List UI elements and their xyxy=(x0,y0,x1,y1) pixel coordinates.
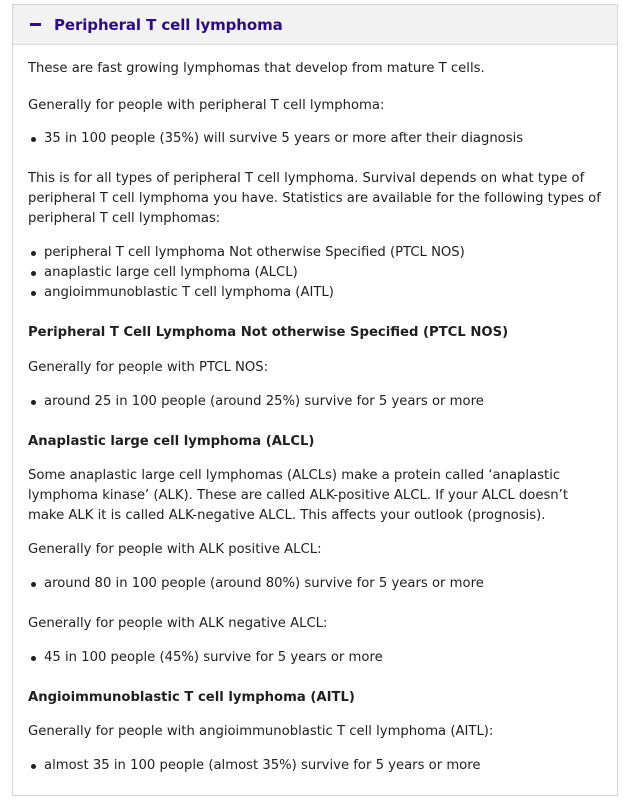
ptcl-nos-list xyxy=(28,392,605,412)
accordion-header[interactable] xyxy=(13,5,617,45)
alk-positive-list xyxy=(28,574,605,594)
minus-icon[interactable] xyxy=(30,23,41,26)
ptcl-nos-lead: Generally for people with PTCL NOS: xyxy=(28,360,269,375)
list-item: 35 in 100 people (35%) will survive 5 years or more after their diagnosis xyxy=(28,129,605,149)
list-item: angioimmunoblastic T cell lymphoma (AITL) xyxy=(28,283,605,303)
general-list xyxy=(28,129,605,149)
general-lead: Generally for people with peripheral T cell lymphoma: xyxy=(28,98,385,113)
aitl-heading: Angioimmunoblastic T cell lymphoma (AITL) xyxy=(28,690,355,705)
list-item: around 25 in 100 people (around 25%) survive for 5 years or more xyxy=(28,392,605,412)
types-paragraph: This is for all types of peripheral T cell lymphoma. Survival depends on what type of peripheral T cell lymphoma you have. Statistics are available for the following types of peripheral T cell lymphomas: xyxy=(28,171,601,226)
alcl-paragraph: Some anaplastic large cell lymphomas (ALCLs) make a protein called ‘anaplastic lymphoma kinase’ (ALK). These are called ALK-positive ALCL. If your ALCL doesn’t make ALK it is called ALK-negative ALCL. This affects your outlook (prognosis). xyxy=(28,468,569,523)
intro-text: These are fast growing lymphomas that develop from mature T cells. xyxy=(28,61,485,76)
ptcl-nos-heading: Peripheral T Cell Lymphoma Not otherwise Specified (PTCL NOS) xyxy=(28,325,509,340)
accordion-title[interactable]: Peripheral T cell lymphoma xyxy=(54,15,283,34)
types-list xyxy=(28,243,605,303)
list-item: around 80 in 100 people (around 80%) survive for 5 years or more xyxy=(28,574,605,594)
alcl-heading: Anaplastic large cell lymphoma (ALCL) xyxy=(28,434,315,449)
list-item: peripheral T cell lymphoma Not otherwise Specified (PTCL NOS) xyxy=(28,243,605,263)
list-item: 45 in 100 people (45%) survive for 5 years or more xyxy=(28,648,605,668)
alk-negative-lead: Generally for people with ALK negative ALCL: xyxy=(28,616,328,631)
aitl-lead: Generally for people with angioimmunoblastic T cell lymphoma (AITL): xyxy=(28,724,494,739)
alk-positive-lead: Generally for people with ALK positive ALCL: xyxy=(28,542,322,557)
aitl-list xyxy=(28,756,605,776)
list-item: almost 35 in 100 people (almost 35%) survive for 5 years or more xyxy=(28,756,605,776)
accordion-panel xyxy=(12,4,618,796)
list-item: anaplastic large cell lymphoma (ALCL) xyxy=(28,263,605,283)
accordion-body xyxy=(13,45,617,776)
alk-negative-list xyxy=(28,648,605,668)
